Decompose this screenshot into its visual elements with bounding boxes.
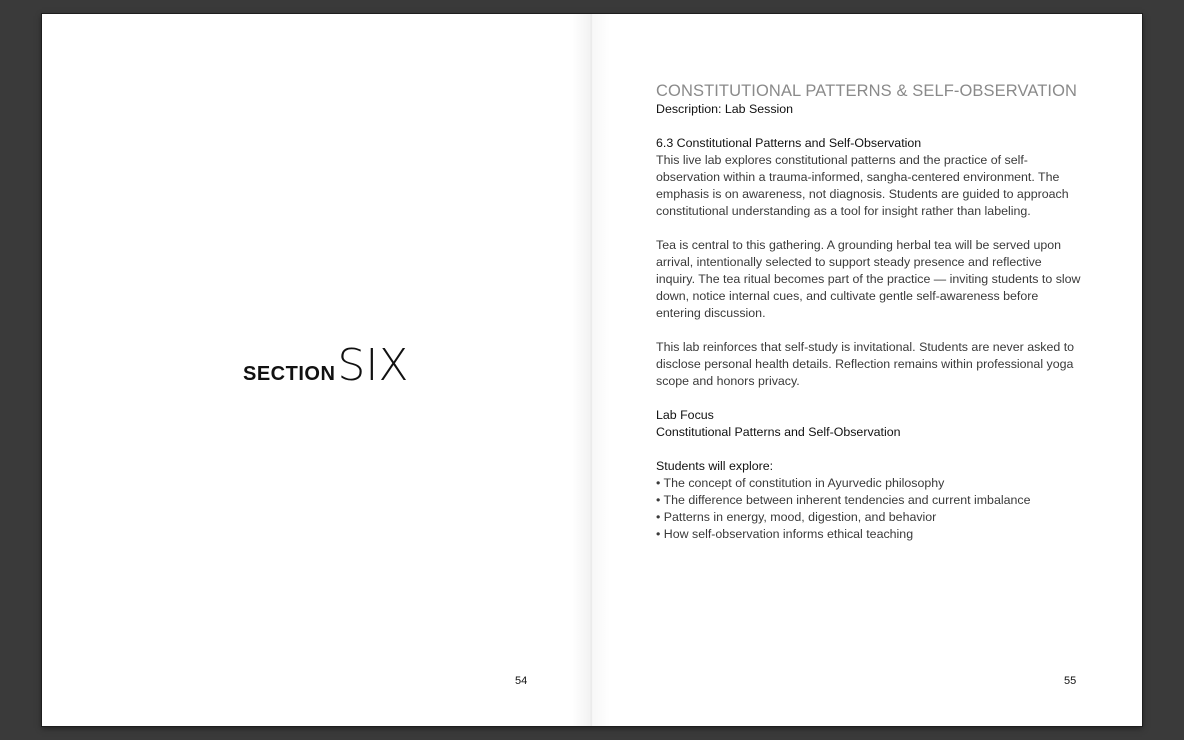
left-page [42,14,591,726]
page-number-left: 54 [515,675,528,687]
list-item: • Patterns in energy, mood, digestion, and behavior [656,510,937,524]
book-spread [42,14,1142,726]
list-item: • The difference between inherent tendencies and current imbalance [656,493,1031,507]
paragraph-tea: Tea is central to this gathering. A grounding herbal tea will be served upon arrival, intentionally selected to support steady presence and reflective inquiry. The tea ritual becomes part of the practice — inviting students to slow down, notice internal cues, and cultivate gentle self-awareness before entering discussion. [656,238,1081,320]
section-word: SECTION [243,363,336,385]
page-number-right: 55 [1064,675,1077,687]
lab-focus-value: Constitutional Patterns and Self-Observation [656,425,901,439]
section-number: SIX [337,340,409,391]
lab-focus-label: Lab Focus [656,408,714,422]
page-heading: CONSTITUTIONAL PATTERNS & SELF-OBSERVATION [656,82,1078,100]
paragraph-intro: This live lab explores constitutional patterns and the practice of self-observation within a trauma-informed, sangha-centered environment. The emphasis is on awareness, not diagnosis. Students are guided to approach constitutional understanding as a tool for insight rather than labeling. [656,153,1069,218]
list-item: • How self-observation informs ethical teaching [656,527,914,541]
section-title [243,340,408,391]
list-item: • The concept of constitution in Ayurvedic philosophy [656,476,945,490]
description-line: Description: Lab Session [656,102,794,116]
explore-label: Students will explore: [656,459,774,473]
subsection-heading: 6.3 Constitutional Patterns and Self-Observation [656,136,922,150]
page-content [656,81,1081,543]
paragraph-self-study: This lab reinforces that self-study is invitational. Students are never asked to disclose personal health details. Reflection remains within professional yoga scope and honors privacy. [656,340,1075,388]
right-page [591,14,1142,726]
